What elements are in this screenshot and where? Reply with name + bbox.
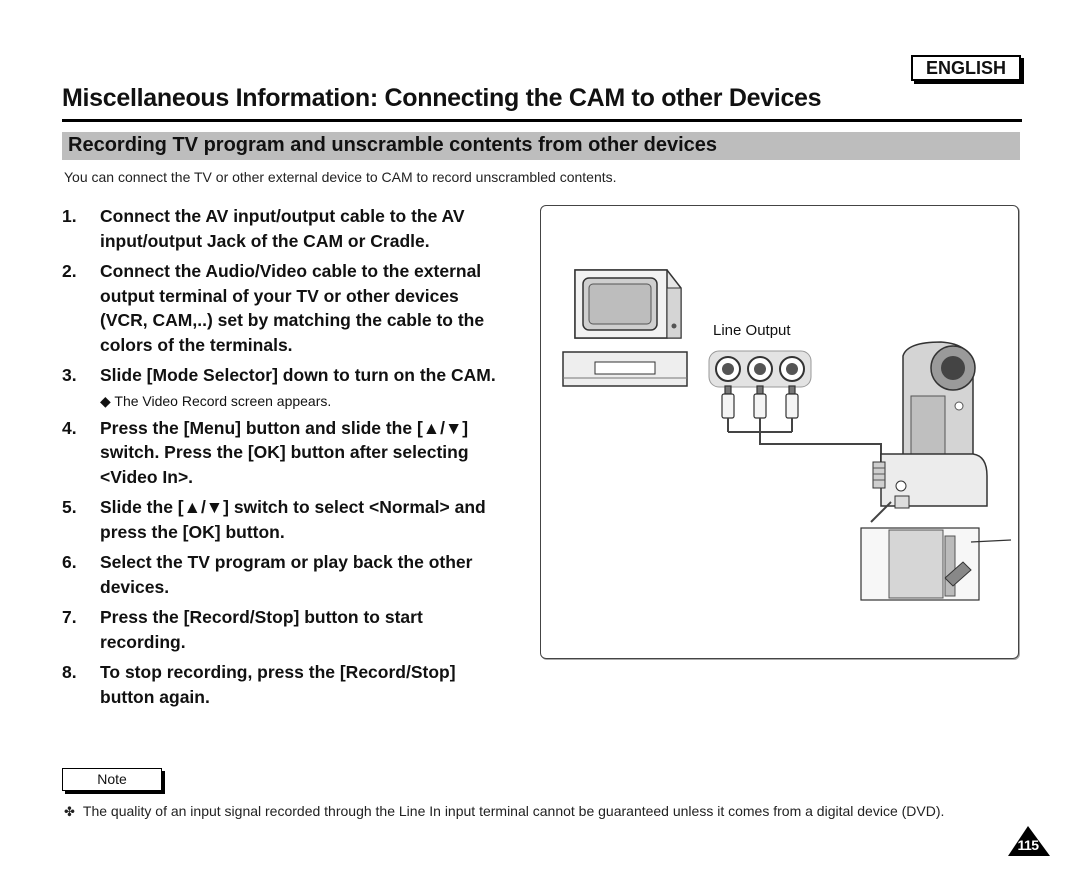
- step-8: [62, 660, 502, 709]
- step-text: Connect the Audio/Video cable to the external output terminal of your TV or other devices (VCR, CAM,..) set by matching the cable to the colors of the terminals.: [100, 261, 485, 355]
- step-text: Press the [Record/Stop] button to start recording.: [100, 607, 423, 652]
- step-text: Select the TV program or play back the other devices.: [100, 552, 473, 597]
- title-divider: [62, 119, 1022, 122]
- av-cable-plugs: [722, 386, 798, 418]
- step-1: [62, 204, 502, 253]
- language-badge: ENGLISH: [911, 55, 1021, 81]
- step-number: 1.: [62, 206, 77, 226]
- step-7: [62, 605, 502, 654]
- vcr-icon: [563, 352, 687, 386]
- step-number: 3.: [62, 365, 77, 385]
- step-6: [62, 550, 502, 599]
- page-number-badge: [1008, 826, 1054, 856]
- section-header-bar: [62, 132, 1020, 160]
- page-number: 115: [1017, 837, 1039, 853]
- step-number: 6.: [62, 552, 77, 572]
- tv-icon: [575, 270, 681, 338]
- steps-list: [62, 204, 502, 709]
- step-number: 4.: [62, 417, 77, 438]
- connection-illustration: [541, 206, 1018, 658]
- note-label: Note: [62, 768, 162, 791]
- step-text: To stop recording, press the [Record/Stop] button again.: [100, 662, 456, 707]
- step-number: 5.: [62, 497, 77, 517]
- detail-inset: [861, 528, 1011, 600]
- step-4: [62, 416, 502, 490]
- step-3: [62, 363, 502, 412]
- step-5: [62, 495, 502, 544]
- line-output-label: Line Output: [713, 322, 791, 339]
- note-text: [64, 803, 1024, 820]
- step-number: 8.: [62, 662, 77, 682]
- step-number: 7.: [62, 607, 77, 627]
- step-number: 2.: [62, 261, 77, 281]
- intro-text: You can connect the TV or other external device to CAM to record unscrambled contents.: [64, 169, 617, 185]
- connection-diagram: [540, 205, 1019, 659]
- section-heading: Recording TV program and unscramble contents from other devices: [68, 134, 718, 156]
- step-text: Slide the [▲/▼] switch to select <Normal> and press the [OK] button.: [100, 497, 486, 542]
- note-bullet-icon: ✤: [64, 804, 75, 819]
- step-text: Slide [Mode Selector] down to turn on the CAM.: [100, 365, 496, 385]
- step-3-result: ◆ The Video Record screen appears.: [100, 392, 332, 409]
- av-cable: [728, 418, 881, 468]
- step-text: Connect the AV input/output cable to the AV input/output Jack of the CAM or Cradle.: [100, 206, 465, 251]
- cradle-icon: [871, 454, 987, 522]
- note-body: The quality of an input signal recorded through the Line In input terminal cannot be guaranteed unless it comes from a digital device (DVD).: [82, 803, 945, 819]
- step-text: Press the [Menu] button and slide the [▲/▼] switch. Press the [OK] button after selecting <Video In>.: [100, 417, 469, 487]
- page-title: Miscellaneous Information: Connecting the CAM to other Devices: [62, 84, 822, 112]
- line-output-jacks: [709, 351, 811, 387]
- step-2: [62, 259, 502, 357]
